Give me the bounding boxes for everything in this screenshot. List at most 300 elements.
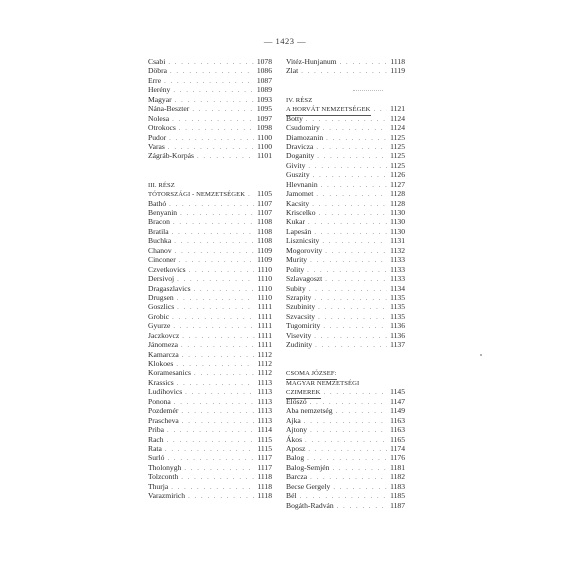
entry-name: Drugsen — [148, 292, 174, 302]
entry-page-number: 1112 — [257, 368, 272, 378]
dot-leader — [314, 228, 387, 237]
toc-entry — [148, 104, 272, 113]
entry-name: Bracon — [148, 217, 170, 227]
entry-name: Pudor — [148, 132, 167, 142]
entry-name: Ludihovics — [148, 387, 183, 397]
toc-entry — [286, 161, 405, 170]
toc-entry — [148, 302, 272, 311]
entry-page-number: 1133 — [390, 264, 405, 274]
entry-name: Jaczkovcz — [148, 330, 180, 340]
toc-entry — [286, 302, 405, 311]
entry-name: Jamomet — [286, 189, 314, 199]
entry-page-number: 1117 — [257, 462, 272, 472]
section-heading: IV. RÉSZ — [286, 96, 313, 104]
entry-name: Mogorovity — [286, 245, 323, 255]
entry-name: Zágráb-Korpás — [148, 151, 194, 161]
dot-leader — [318, 303, 387, 312]
entry-page-number: 1087 — [256, 75, 272, 85]
dot-leader — [185, 388, 254, 397]
dot-leader — [336, 407, 387, 416]
dot-leader — [167, 436, 255, 445]
entry-page-number: 1118 — [390, 57, 405, 66]
entry-page-number: 1135 — [390, 292, 405, 302]
entry-page-number: 1128 — [390, 198, 405, 208]
spacer — [286, 350, 405, 369]
dot-leader — [340, 58, 388, 67]
toc-entry — [286, 416, 405, 425]
dot-leader — [188, 492, 254, 501]
entry-name: Kacsity — [286, 198, 310, 208]
entry-name: Rata — [148, 443, 162, 453]
dot-leader — [323, 322, 387, 331]
toc-entry — [148, 321, 272, 330]
section-heading: CSOMA JÓZSEF: — [286, 369, 337, 379]
dot-leader — [315, 341, 387, 350]
entry-name: Benyanin — [148, 208, 178, 218]
entry-name: Becse Gergely — [286, 481, 331, 491]
dot-leader — [308, 162, 387, 171]
entry-page-number: 1108 — [257, 226, 272, 236]
entry-name: Klokoes — [148, 359, 174, 369]
toc-entry — [148, 359, 272, 368]
toc-entry — [148, 425, 272, 434]
entry-page-number: 1135 — [390, 302, 405, 312]
dot-leader — [189, 266, 255, 275]
dot-leader — [172, 313, 255, 322]
toc-entry — [286, 501, 405, 510]
toc-entry — [286, 472, 405, 481]
toc-entry — [148, 227, 272, 236]
entry-name: Givity — [286, 160, 306, 170]
dot-leader — [168, 58, 254, 67]
toc-entry — [286, 170, 405, 179]
toc-entry — [148, 368, 272, 377]
entry-page-number: 1134 — [390, 283, 405, 293]
section-heading: MAGYAR NEMZETSÉGI — [286, 379, 360, 387]
entry-page-number: 1149 — [390, 406, 405, 416]
entry-page-number: 1176 — [390, 453, 405, 463]
dot-leader — [174, 398, 255, 407]
toc-entry — [148, 246, 272, 255]
toc-entry — [148, 151, 272, 160]
entry-page-number: 1111 — [257, 321, 272, 331]
dot-leader — [172, 115, 254, 124]
toc-entry — [148, 199, 272, 208]
dot-leader — [323, 124, 387, 133]
entry-name: Bathó — [148, 198, 167, 208]
toc-right-column — [286, 57, 405, 510]
entry-name: Hlevnanin — [286, 179, 318, 189]
toc-entry — [148, 265, 272, 274]
entry-page-number: 1126 — [390, 170, 405, 180]
dot-leader — [177, 294, 255, 303]
dot-leader — [332, 464, 387, 473]
toc-entry — [286, 397, 405, 406]
entry-name: Bél — [286, 491, 297, 501]
dot-leader — [326, 134, 387, 143]
entry-page-number: 1130 — [390, 208, 405, 218]
entry-page-number: 1130 — [390, 226, 405, 236]
dot-leader — [324, 388, 388, 397]
toc-entry — [148, 114, 272, 123]
entry-name: Varazmirich — [148, 491, 186, 501]
dot-leader — [325, 275, 387, 284]
entry-page-number: 1112 — [257, 359, 272, 369]
toc-entry — [148, 472, 272, 481]
entry-name: Czvetkovics — [148, 264, 186, 274]
dot-leader — [374, 105, 388, 114]
entry-page-number: 1118 — [257, 472, 272, 482]
entry-name: Kriscelko — [286, 208, 316, 218]
dot-leader — [301, 67, 387, 76]
dot-leader — [316, 143, 387, 152]
dot-leader — [317, 152, 387, 161]
entry-page-number: 1113 — [257, 415, 272, 425]
entry-page-number: 1093 — [256, 94, 272, 104]
dot-leader — [316, 190, 387, 199]
entry-page-number: 1113 — [257, 406, 272, 416]
toc-entry — [148, 255, 272, 264]
entry-page-number: 1117 — [257, 453, 272, 463]
entry-name: Balog — [286, 453, 305, 463]
entry-name: Bogáth-Radván — [286, 500, 334, 510]
entry-page-number: 1133 — [390, 274, 405, 284]
entry-name: Tugomirity — [286, 321, 321, 331]
toc-entry — [286, 463, 405, 472]
section-title: A HORVÁT NEMZETSÉGEK — [286, 105, 371, 115]
dot-leader — [181, 341, 255, 350]
entry-name: Erre — [148, 75, 162, 85]
toc-entry — [148, 340, 272, 349]
entry-name: Pozdemér — [148, 406, 179, 416]
entry-name: Szubinity — [286, 302, 316, 312]
toc-entry — [148, 217, 272, 226]
dot-leader — [337, 502, 387, 511]
entry-page-number: 1137 — [390, 340, 405, 350]
toc-entry — [286, 66, 405, 75]
toc-entry — [286, 133, 405, 142]
entry-page-number: 1125 — [390, 132, 405, 142]
toc-entry — [286, 199, 405, 208]
toc-entry — [286, 265, 405, 274]
entry-name: Nána-Beszter — [148, 104, 190, 114]
dot-leader — [164, 77, 254, 86]
entry-page-number: 1125 — [390, 160, 405, 170]
dot-leader — [170, 67, 254, 76]
entry-page-number: 1187 — [390, 500, 405, 510]
entry-name: Szrapity — [286, 292, 312, 302]
entry-name: Krassics — [148, 377, 174, 387]
entry-page-number: 1095 — [256, 104, 272, 114]
toc-entry — [286, 151, 405, 160]
section-title: CZIMEREK — [286, 388, 321, 398]
entry-page-number: 1119 — [390, 66, 405, 76]
toc-entry — [148, 57, 272, 66]
dot-leader — [194, 285, 255, 294]
entry-page-number: 1125 — [390, 151, 405, 161]
dot-leader — [310, 256, 387, 265]
entry-name: Magyar — [148, 94, 172, 104]
toc-entry — [148, 453, 272, 462]
entry-name: Nolesa — [148, 113, 170, 123]
entry-name: Surló — [148, 453, 165, 463]
dot-leader — [184, 464, 254, 473]
entry-page-number: 1113 — [257, 377, 272, 387]
dot-leader — [314, 294, 387, 303]
dot-leader — [319, 209, 388, 218]
paper-speck — [480, 354, 482, 356]
entry-page-number: 1118 — [257, 491, 272, 501]
entry-page-number: 1101 — [257, 151, 272, 161]
entry-page-number: 1100 — [257, 132, 272, 142]
dot-leader — [325, 247, 387, 256]
toc-entry — [286, 406, 405, 415]
dot-leader — [175, 247, 254, 256]
entry-page-number: 1130 — [390, 217, 405, 227]
entry-name: Elöszó — [286, 396, 307, 406]
toc-entry — [286, 435, 405, 444]
entry-name: Ponona — [148, 396, 171, 406]
entry-page-number: 1105 — [257, 189, 272, 199]
toc-entry — [148, 491, 272, 500]
dot-leader — [305, 436, 387, 445]
dot-leader — [182, 351, 255, 360]
toc-entry — [286, 227, 405, 236]
entry-page-number: 1147 — [390, 396, 405, 406]
dot-leader — [314, 332, 387, 341]
toc-entry — [286, 387, 405, 396]
dot-leader — [318, 313, 387, 322]
entry-name: Zudinity — [286, 340, 313, 350]
entry-page-number: 1113 — [257, 396, 272, 406]
entry-name: Kukar — [286, 217, 305, 227]
dot-leader — [313, 171, 387, 180]
toc-entry — [286, 293, 405, 302]
dot-leader — [179, 124, 254, 133]
dot-leader — [177, 379, 255, 388]
dot-leader — [173, 218, 254, 227]
toc-entry — [148, 406, 272, 415]
toc-entry — [148, 312, 272, 321]
entry-page-number: 1118 — [257, 481, 272, 491]
dot-leader — [174, 237, 254, 246]
entry-page-number: 1165 — [390, 434, 405, 444]
entry-name: Cinconer — [148, 255, 176, 265]
entry-name: Csudomiry — [286, 123, 320, 133]
entry-page-number: 1109 — [257, 255, 272, 265]
entry-page-number: 1110 — [257, 274, 272, 284]
dot-leader — [197, 152, 254, 161]
toc-entry — [286, 142, 405, 151]
entry-name: Dersivoj — [148, 274, 175, 284]
entry-name: Barcza — [286, 472, 308, 482]
toc-left-column — [148, 57, 272, 501]
dot-leader — [169, 134, 254, 143]
toc-entry — [148, 482, 272, 491]
toc-entry — [148, 387, 272, 396]
entry-name: Botty — [286, 113, 303, 123]
entry-page-number: 1111 — [257, 340, 272, 350]
toc-entry — [286, 321, 405, 330]
entry-name: Jánomeza — [148, 340, 178, 350]
toc-entry — [148, 397, 272, 406]
toc-entry — [148, 378, 272, 387]
spacer — [286, 76, 405, 95]
entry-name: Szvacsity — [286, 311, 316, 321]
entry-page-number: 1135 — [390, 311, 405, 321]
entry-page-number: 1078 — [256, 57, 272, 66]
dot-leader — [180, 209, 254, 218]
spacer — [148, 161, 272, 180]
entry-page-number: 1086 — [256, 66, 272, 76]
entry-page-number: 1133 — [390, 255, 405, 265]
entry-name: Otrokocs — [148, 123, 176, 133]
entry-page-number: 1115 — [257, 434, 272, 444]
section-heading-line — [286, 378, 405, 387]
dot-leader — [310, 426, 387, 435]
entry-page-number: 1108 — [257, 217, 272, 227]
toc-entry — [286, 104, 405, 113]
dot-leader — [181, 407, 254, 416]
entry-page-number: 1174 — [390, 443, 405, 453]
entry-name: Subity — [286, 283, 306, 293]
entry-name: Zlat — [286, 66, 299, 76]
toc-entry — [286, 236, 405, 245]
entry-name: Doganity — [286, 151, 315, 161]
entry-page-number: 1124 — [390, 113, 405, 123]
entry-name: Dragaszlavics — [148, 283, 191, 293]
toc-entry — [148, 274, 272, 283]
entry-name: Thurja — [148, 481, 169, 491]
entry-name: Dravicza — [286, 141, 314, 151]
toc-entry — [148, 208, 272, 217]
entry-name: Aposz — [286, 443, 306, 453]
dot-leader — [182, 332, 254, 341]
dot-leader — [167, 426, 254, 435]
entry-page-number: 1136 — [390, 330, 405, 340]
toc-entry — [286, 425, 405, 434]
entry-page-number: 1111 — [257, 311, 272, 321]
dot-leader — [192, 105, 253, 114]
entry-page-number: 1100 — [257, 141, 272, 151]
entry-name: Vitéz-Hunjanum — [286, 57, 337, 66]
dot-leader — [321, 181, 387, 190]
entry-page-number: 1163 — [390, 425, 405, 435]
dot-leader — [181, 473, 254, 482]
dot-leader — [308, 445, 387, 454]
entry-page-number: 1145 — [390, 387, 405, 397]
toc-entry — [148, 95, 272, 104]
toc-entry — [286, 123, 405, 132]
entry-page-number: 1108 — [257, 236, 272, 246]
entry-page-number: 1113 — [257, 387, 272, 397]
entry-page-number: 1089 — [256, 85, 272, 95]
entry-name: Buchka — [148, 236, 172, 246]
entry-name: Csabi — [148, 57, 166, 66]
dot-leader — [304, 417, 387, 426]
toc-entry — [286, 444, 405, 453]
entry-page-number: 1131 — [390, 236, 405, 246]
toc-entry — [148, 284, 272, 293]
entry-page-number: 1163 — [390, 415, 405, 425]
toc-entry — [148, 463, 272, 472]
dot-leader — [309, 285, 387, 294]
dot-leader — [182, 417, 255, 426]
entry-page-number: 1181 — [390, 462, 405, 472]
entry-name: Ajtony — [286, 425, 308, 435]
entry-name: Polity — [286, 264, 305, 274]
toc-entry — [286, 331, 405, 340]
toc-entry — [286, 255, 405, 264]
entry-name: Balog-Semjén — [286, 462, 330, 472]
dot-leader — [177, 303, 255, 312]
entry-name: Priba — [148, 425, 165, 435]
entry-name: Ajka — [286, 415, 301, 425]
toc-entry — [148, 236, 272, 245]
dot-leader — [312, 200, 387, 209]
entry-page-number: 1110 — [257, 264, 272, 274]
dot-leader — [194, 369, 254, 378]
entry-name: Lapesán — [286, 226, 312, 236]
toc-entry — [286, 274, 405, 283]
toc-entry — [286, 189, 405, 198]
entry-name: Aba nemzetség — [286, 406, 333, 416]
entry-name: Szlavagoszt — [286, 274, 323, 284]
entry-name: Tolzconth — [148, 472, 179, 482]
dot-leader — [248, 190, 254, 199]
entry-name: Visevity — [286, 330, 312, 340]
toc-entry — [148, 435, 272, 444]
dot-leader — [179, 256, 254, 265]
entry-name: Kamarcza — [148, 349, 179, 359]
toc-entry — [148, 85, 272, 94]
entry-page-number: 1127 — [390, 179, 405, 189]
entry-page-number: 1182 — [390, 472, 405, 482]
toc-entry — [286, 208, 405, 217]
toc-entry — [148, 123, 272, 132]
dot-leader — [173, 322, 254, 331]
toc-entry — [148, 350, 272, 359]
entry-page-number: 1107 — [257, 198, 272, 208]
entry-page-number: 1110 — [257, 283, 272, 293]
entry-page-number: 1132 — [390, 245, 405, 255]
toc-entry — [148, 133, 272, 142]
section-heading-line — [286, 368, 405, 377]
entry-page-number: 1111 — [257, 330, 272, 340]
toc-entry — [286, 246, 405, 255]
toc-entry — [286, 217, 405, 226]
dot-leader — [322, 237, 387, 246]
entry-page-number: 1098 — [256, 123, 272, 133]
dot-leader — [173, 86, 253, 95]
entry-page-number: 1128 — [390, 189, 405, 199]
entry-page-number: 1115 — [257, 443, 272, 453]
entry-page-number: 1112 — [257, 349, 272, 359]
entry-name: Guszity — [286, 170, 310, 180]
toc-entry — [286, 284, 405, 293]
entry-page-number: 1125 — [390, 141, 405, 151]
toc-entry — [148, 76, 272, 85]
entry-name: Chanov — [148, 245, 172, 255]
entry-name: Rach — [148, 434, 164, 444]
entry-page-number: 1121 — [390, 104, 405, 114]
toc-entry — [148, 293, 272, 302]
entry-name: Herény — [148, 85, 171, 95]
entry-page-number: 1110 — [257, 292, 272, 302]
entry-name: Lisznicsity — [286, 236, 320, 246]
entry-name: Prascheva — [148, 415, 179, 425]
page-number: — 1423 — — [263, 36, 307, 46]
